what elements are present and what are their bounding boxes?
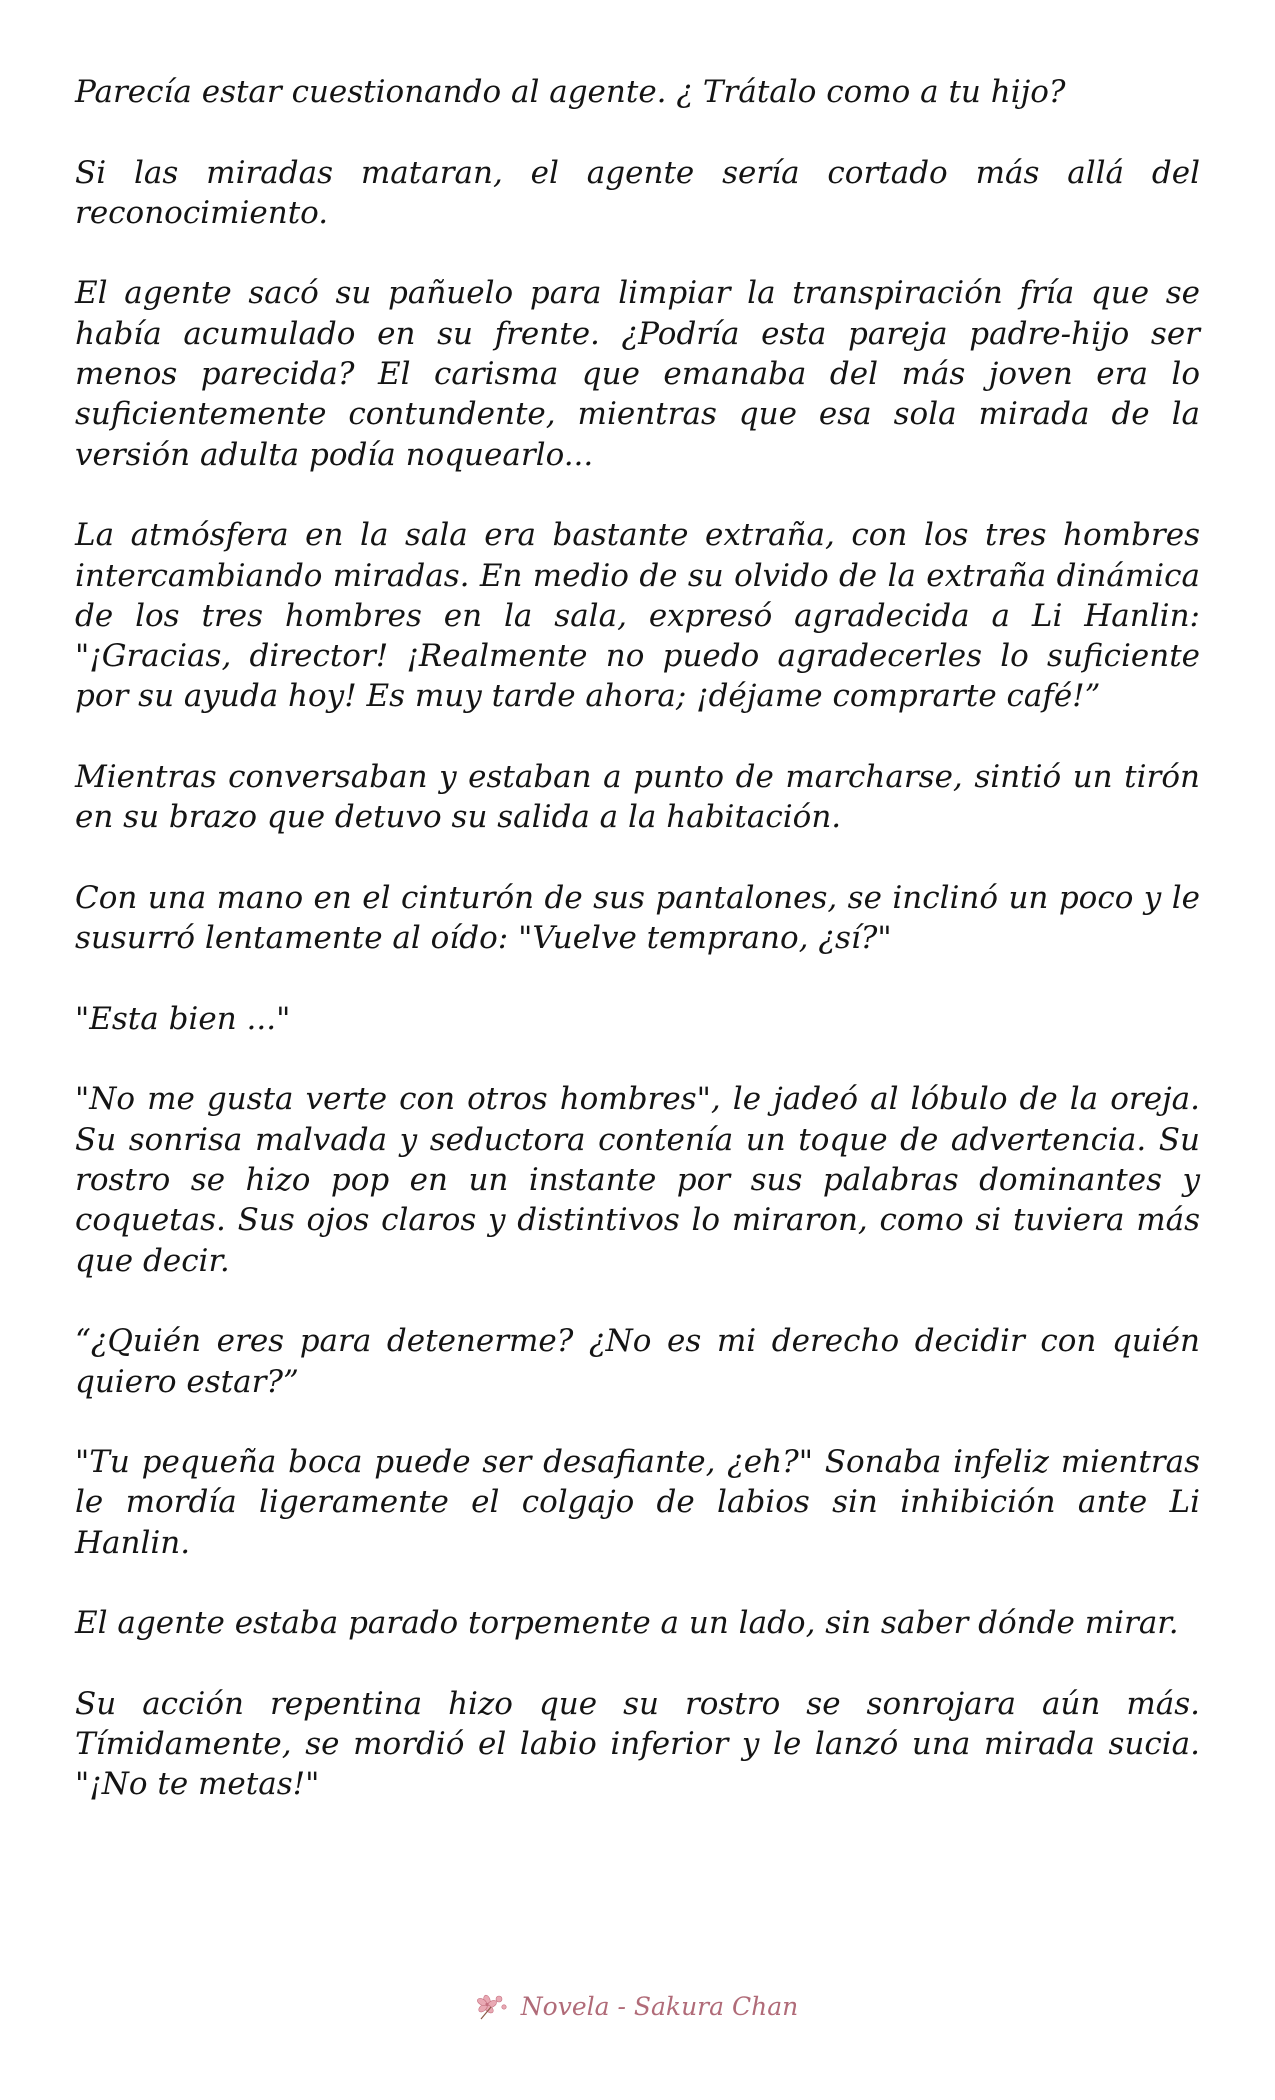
paragraph: Parecía estar cuestionando al agente. ¿ Trátalo como a tu hijo? — [75, 74, 1066, 110]
paragraph: "No me gusta verte con otros hombres", le jadeó al lóbulo de la oreja. Su sonrisa malvada y seductora contenía un toque de advertencia. Su rostro se hizo pop en un instante por sus palabras dominantes y coquetas. Sus ojos claros y distintivos lo miraron, como si tuviera más que decir. — [75, 1081, 1200, 1279]
paragraph: Mientras conversaban y estaban a punto de marcharse, sintió un tirón en su brazo que detuvo su salida a la habitación. — [75, 759, 1200, 836]
paragraph: Con una mano en el cinturón de sus pantalones, se inclinó un poco y le susurró lentamente al oído: "Vuelve temprano, ¿sí?" — [75, 879, 1200, 957]
paragraph: Si las miradas mataran, el agente sería cortado más allá del reconocimiento. — [75, 154, 1200, 231]
paragraph: El agente estaba parado torpemente a un lado, sin saber dónde mirar. — [75, 1605, 1179, 1642]
paragraph: El agente sacó su pañuelo para limpiar la transpiración fría que se había acumulado en su frente. ¿Podría esta pareja padre-hijo ser menos parecida? El carisma que emanaba del más joven era lo suficientemente contundente, mientras que esa sola mirada de la versión adulta podía noquearlo... — [75, 275, 1200, 473]
paragraph: La atmósfera en la sala era bastante extraña, con los tres hombres intercambiando miradas. En medio de su olvido de la extraña dinámica de los tres hombres en la sala, expresó agradecida a Li Hanlin: "¡Gracias, director! ¡Realmente no puedo agradecerles lo suficiente por su ayuda hoy! Es muy tarde ahora; ¡déjame comprarte café!” — [75, 517, 1200, 715]
paragraph: "Esta bien ..." — [75, 1000, 291, 1037]
sakura-flower-icon — [477, 1993, 511, 2021]
document-body — [75, 72, 1200, 1845]
paragraph: “¿Quién eres para detenerme? ¿No es mi derecho decidir con quién quiero estar?” — [75, 1323, 1200, 1400]
watermark-text: Novela - Sakura Chan — [520, 1992, 799, 2021]
watermark — [0, 1992, 1275, 2027]
paragraph: "Tu pequeña boca puede ser desafiante, ¿eh?" Sonaba infeliz mientras le mordía ligeramente el colgajo de labios sin inhibición ante Li Hanlin. — [75, 1444, 1200, 1561]
paragraph: Su acción repentina hizo que su rostro se sonrojara aún más. Tímidamente, se mordió el labio inferior y le lanzó una mirada sucia. "¡No te metas!" — [75, 1685, 1200, 1803]
